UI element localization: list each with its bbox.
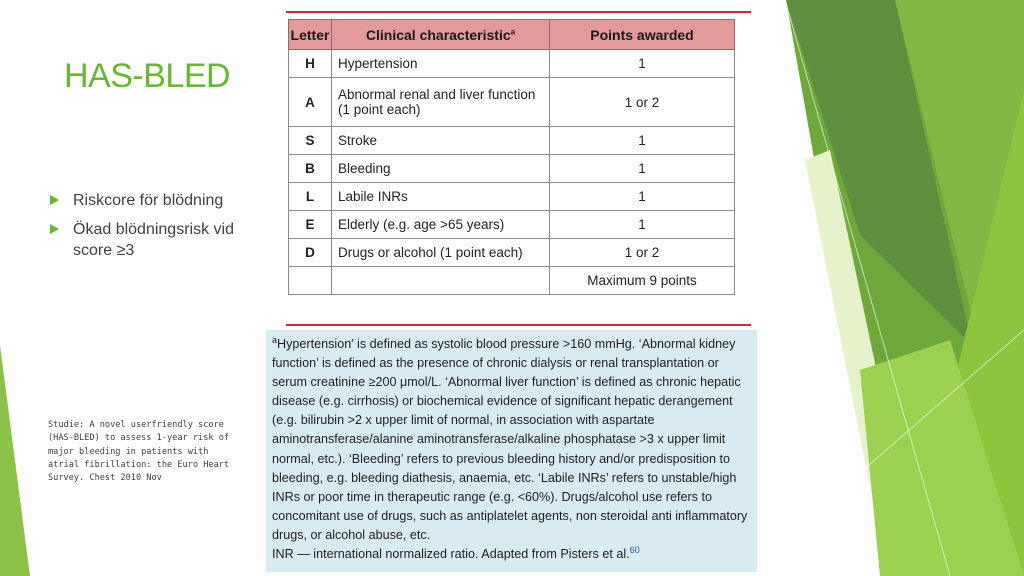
- row-points: 1: [550, 183, 735, 211]
- has-bled-figure: [266, 6, 757, 572]
- row-points: 1 or 2: [550, 239, 735, 267]
- table-row: [289, 50, 735, 78]
- bullet-item: [50, 219, 240, 261]
- row-points: 1: [550, 211, 735, 239]
- header-characteristic: Clinical characteristic$^a$: [332, 20, 550, 50]
- row-letter: D: [289, 239, 332, 267]
- row-points: 1: [550, 155, 735, 183]
- row-letter: B: [289, 155, 332, 183]
- row-letter: A: [289, 78, 332, 127]
- top-rule: [286, 11, 751, 13]
- row-letter: S: [289, 127, 332, 155]
- header-letter: Letter: [289, 20, 332, 50]
- bullet-item: [50, 190, 240, 211]
- row-characteristic: Bleeding: [332, 155, 550, 183]
- bottom-rule: [286, 324, 751, 326]
- footnote-text: Hypertension’ is defined as systolic blood pressure >160 mmHg. ‘Abnormal kidney function’ is defined as the presence of chronic dialysis or renal transplantation or serum creatinine ≥200 μmol/L. ‘Abnormal liver function’ is defined as chronic hepatic disease (e.g. cirrhosis) or biochemical evidence of significant hepatic derangement (e.g. bilirubin >2 x upper limit of normal, in association with aspartate aminotransferase/alanine aminotransferase/alkaline phosphatase >3 x upper limit normal, etc.). ‘Bleeding’ refers to previous bleeding history and/or predisposition to bleeding, e.g. bleeding diathesis, anaemia, etc. ‘Labile INRs’ refers to unstable/high INRs or poor time in therapeutic range (e.g. <60%). Drugs/alcohol use refers to concomitant use of drugs, such as antiplatelet agents, non steroidal anti inflammatory drugs, or alcohol abuse, etc.: [272, 337, 748, 542]
- row-characteristic: Drugs or alcohol (1 point each): [332, 239, 550, 267]
- table-row: [289, 211, 735, 239]
- table-row: [289, 267, 735, 295]
- footnote-reference: 60: [629, 544, 640, 555]
- bullet-text: Ökad blödningsrisk vid score ≥3: [73, 221, 234, 259]
- left-green-wedge: [0, 345, 30, 576]
- bullet-arrow-icon: [50, 195, 59, 205]
- slide-title: HAS-BLED: [64, 57, 231, 95]
- row-characteristic: Labile INRs: [332, 183, 550, 211]
- row-points: 1: [550, 50, 735, 78]
- has-bled-table: [288, 19, 735, 295]
- row-points: 1 or 2: [550, 78, 735, 127]
- row-letter: H: [289, 50, 332, 78]
- bullet-arrow-icon: [50, 224, 59, 234]
- table-row: [289, 239, 735, 267]
- footnote-inr-line: INR — international normalized ratio. Adapted from Pisters et al.: [272, 547, 630, 562]
- study-citation: Studie: A novel userfriendly score (HAS-BLED) to assess 1-year risk of major bleeding in patients with atrial fibrillation: the Euro Heart Survey. Chest 2010 Nov: [48, 420, 230, 484]
- footnote-marker: a: [272, 334, 278, 345]
- row-points: 1: [550, 127, 735, 155]
- row-characteristic: Hypertension: [332, 50, 550, 78]
- bullet-text: Riskcore för blödning: [73, 192, 224, 209]
- row-characteristic: Abnormal renal and liver function (1 point each): [332, 78, 550, 127]
- row-points-total: Maximum 9 points: [550, 267, 735, 295]
- table-panel: [266, 6, 757, 330]
- header-points: Points awarded: [550, 20, 735, 50]
- table-row: [289, 155, 735, 183]
- table-row: [289, 127, 735, 155]
- table-row: [289, 78, 735, 127]
- row-letter: E: [289, 211, 332, 239]
- table-footnote: [272, 335, 752, 564]
- row-characteristic: [332, 267, 550, 295]
- row-letter: L: [289, 183, 332, 211]
- table-row: [289, 183, 735, 211]
- row-characteristic: Elderly (e.g. age >65 years): [332, 211, 550, 239]
- table-header-row: [289, 20, 735, 50]
- row-letter: [289, 267, 332, 295]
- row-characteristic: Stroke: [332, 127, 550, 155]
- bullet-list: [50, 190, 240, 269]
